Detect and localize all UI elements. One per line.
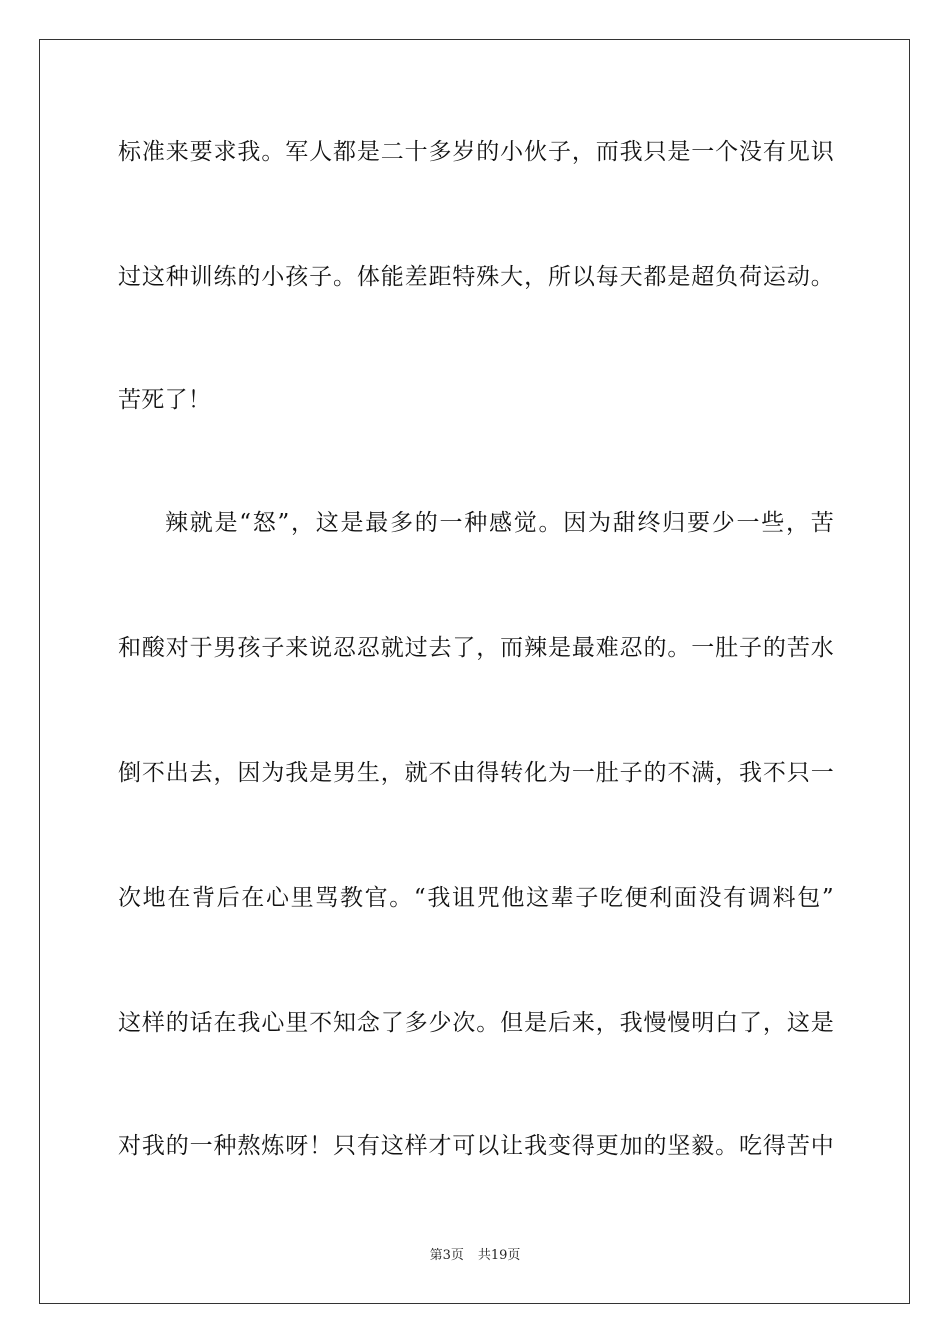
text-line: 标准来要求我。军人都是二十多岁的小伙子，而我只是一个没有见识 [118, 139, 834, 165]
text-line: 倒不出去，因为我是男生，就不由得转化为一肚子的不满，我不只一 [118, 760, 834, 786]
page-border [39, 39, 910, 1304]
text-line: 这样的话在我心里不知念了多少次。但是后来，我慢慢明白了，这是 [118, 1010, 834, 1036]
text-line: 苦死了！ [118, 387, 212, 413]
page-number: 第3页 [429, 1248, 464, 1263]
total-pages: 共19页 [477, 1248, 521, 1263]
text-line: 次地在背后在心里骂教官。“我诅咒他这辈子吃便利面没有调料包” [118, 885, 834, 911]
text-line: 和酸对于男孩子来说忍忍就过去了，而辣是最难忍的。一肚子的苦水 [118, 635, 834, 661]
paragraph-start-line: 辣就是“怒”，这是最多的一种感觉。因为甜终归要少一些，苦 [165, 510, 834, 536]
page-footer [0, 1247, 950, 1265]
text-line: 过这种训练的小孩子。体能差距特殊大，所以每天都是超负荷运动。 [118, 264, 834, 290]
text-line: 对我的一种熬炼呀！只有这样才可以让我变得更加的坚毅。吃得苦中 [118, 1133, 834, 1159]
